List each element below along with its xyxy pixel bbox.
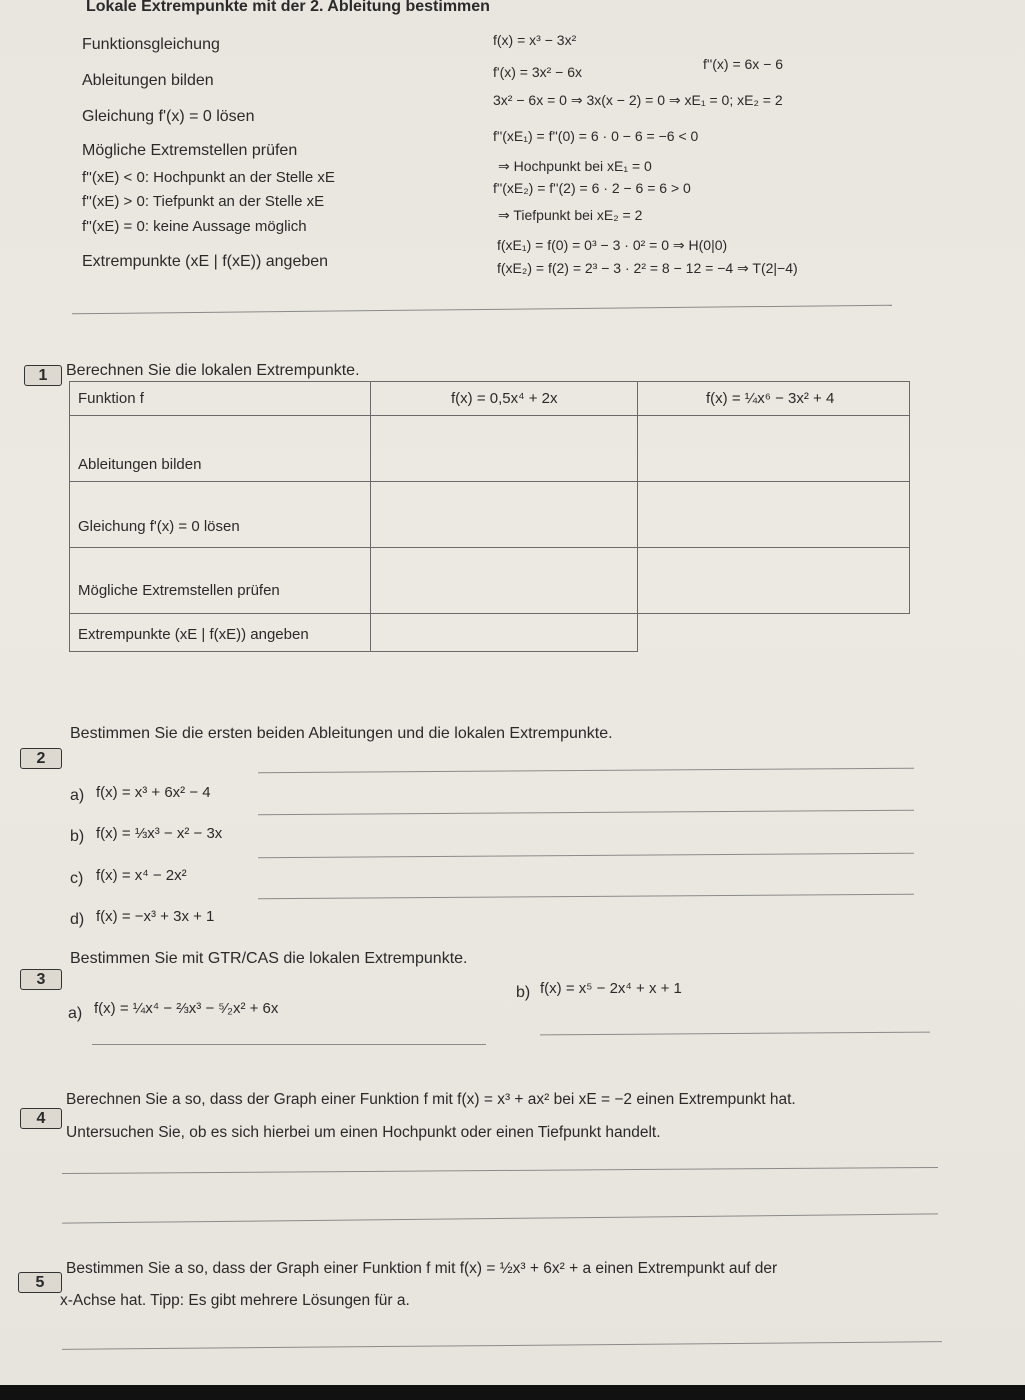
step-ableitung-math1: f'(x) = 3x² − 6x (493, 64, 583, 80)
task2-prompt: Bestimmen Sie die ersten beiden Ableitungen und die lokalen Extrempunkte. (70, 725, 613, 742)
task3-a-label: a) (68, 1005, 83, 1022)
rule-keine-aussage: f''(xE) = 0: keine Aussage möglich (82, 218, 307, 235)
step-pruefen-label: Mögliche Extremstellen prüfen (82, 142, 298, 159)
answer-line[interactable] (540, 1032, 930, 1036)
task2-item-d-label: d) (70, 911, 85, 928)
task1-answer-cell[interactable] (371, 614, 638, 652)
step-gleichung-math: 3x² − 6x = 0 ⇒ 3x(x − 2) = 0 ⇒ xE₁ = 0; xE₂ = 2 (493, 92, 783, 108)
task2-number: 2 (20, 748, 62, 769)
answer-line[interactable] (92, 1044, 486, 1045)
step-gleichung-label: Gleichung f'(x) = 0 lösen (82, 108, 255, 125)
example-title: Lokale Extrempunkte mit der 2. Ableitung bestimmen (86, 0, 490, 15)
task3-a-func: f(x) = ¼x⁴ − ⅔x³ − ⁵⁄₂x² + 6x (94, 1000, 279, 1017)
task1-answer-cell[interactable] (638, 482, 910, 548)
answer-line[interactable] (258, 768, 914, 774)
step-pruefen-math1: f''(xE₁) = f''(0) = 6 · 0 − 6 = −6 < 0 (493, 128, 699, 144)
task1-answer-cell[interactable] (638, 548, 910, 614)
photo-dark-edge (0, 1385, 1025, 1400)
task1-answer-cell[interactable] (371, 416, 638, 482)
task1-header-col1: Funktion f (70, 382, 371, 416)
task1-number: 1 (24, 365, 62, 386)
answer-line[interactable] (258, 853, 914, 859)
task2-item-a-label: a) (70, 787, 85, 804)
step-extrem-label: Extrempunkte (xE | f(xE)) angeben (82, 253, 329, 270)
answer-line[interactable] (62, 1167, 938, 1174)
task5-line1: Bestimmen Sie a so, dass der Graph einer Funktion f mit f(x) = ½x³ + 6x² + a einen Extrempunkt auf der (66, 1260, 778, 1277)
task4-line2: Untersuchen Sie, ob es sich hierbei um einen Hochpunkt oder einen Tiefpunkt handelt. (66, 1124, 661, 1141)
task1-row-label: Mögliche Extremstellen prüfen (70, 548, 371, 614)
step-funktion-math: f(x) = x³ − 3x² (493, 32, 577, 48)
step-pruefen-math4: ⇒ Tiefpunkt bei xE₂ = 2 (498, 207, 643, 223)
task2-item-a-func: f(x) = x³ + 6x² − 4 (96, 784, 211, 801)
task1-row-label: Gleichung f'(x) = 0 lösen (70, 482, 371, 548)
section-divider (72, 305, 892, 315)
answer-line[interactable] (62, 1213, 938, 1223)
task3-b-label: b) (516, 984, 531, 1001)
task3-number: 3 (20, 969, 62, 990)
task2-item-b-func: f(x) = ⅓x³ − x² − 3x (96, 825, 223, 842)
task2-item-d-func: f(x) = −x³ + 3x + 1 (96, 908, 215, 925)
task1-prompt: Berechnen Sie die lokalen Extrempunkte. (66, 362, 360, 379)
step-extrem-math1: f(xE₁) = f(0) = 0³ − 3 · 0² = 0 ⇒ H(0|0) (497, 237, 728, 253)
answer-line[interactable] (62, 1341, 942, 1350)
task2-item-c-func: f(x) = x⁴ − 2x² (96, 867, 187, 884)
task3-b-func: f(x) = x⁵ − 2x⁴ + x + 1 (540, 980, 682, 997)
task1-answer-cell[interactable] (371, 548, 638, 614)
task5-line2: x-Achse hat. Tipp: Es gibt mehrere Lösungen für a. (60, 1292, 410, 1309)
step-funktion-label: Funktionsgleichung (82, 36, 220, 53)
step-ableitung-label: Ableitungen bilden (82, 72, 214, 89)
task4-line1: Berechnen Sie a so, dass der Graph einer Funktion f mit f(x) = x³ + ax² bei xE = −2 einen Extrempunkt hat. (66, 1091, 796, 1108)
task3-prompt: Bestimmen Sie mit GTR/CAS die lokalen Extrempunkte. (70, 950, 468, 967)
task1-header-col3: f(x) = ¼x⁶ − 3x² + 4 (638, 382, 910, 416)
task1-row-label: Extrempunkte (xE | f(xE)) angeben (70, 614, 371, 652)
rule-tiefpunkt: f''(xE) > 0: Tiefpunkt an der Stelle xE (82, 193, 325, 210)
task1-table (69, 381, 910, 652)
task1-answer-cell[interactable] (638, 416, 910, 482)
task1-header-col2: f(x) = 0,5x⁴ + 2x (371, 382, 638, 416)
step-ableitung-math2: f''(x) = 6x − 6 (703, 56, 784, 72)
step-pruefen-math3: f''(xE₂) = f''(2) = 6 · 2 − 6 = 6 > 0 (493, 180, 691, 196)
answer-line[interactable] (258, 810, 914, 816)
step-pruefen-math2: ⇒ Hochpunkt bei xE₁ = 0 (498, 158, 652, 174)
answer-line[interactable] (258, 894, 914, 900)
task5-number: 5 (18, 1272, 62, 1293)
task1-row-label: Ableitungen bilden (70, 416, 371, 482)
rule-hochpunkt: f''(xE) < 0: Hochpunkt an der Stelle xE (82, 169, 335, 186)
task1-answer-cell (638, 614, 910, 652)
task1-answer-cell[interactable] (371, 482, 638, 548)
task2-item-c-label: c) (70, 870, 84, 887)
task2-item-b-label: b) (70, 828, 85, 845)
step-extrem-math2: f(xE₂) = f(2) = 2³ − 3 · 2² = 8 − 12 = −4 ⇒ T(2|−4) (497, 260, 798, 276)
task4-number: 4 (20, 1108, 62, 1129)
